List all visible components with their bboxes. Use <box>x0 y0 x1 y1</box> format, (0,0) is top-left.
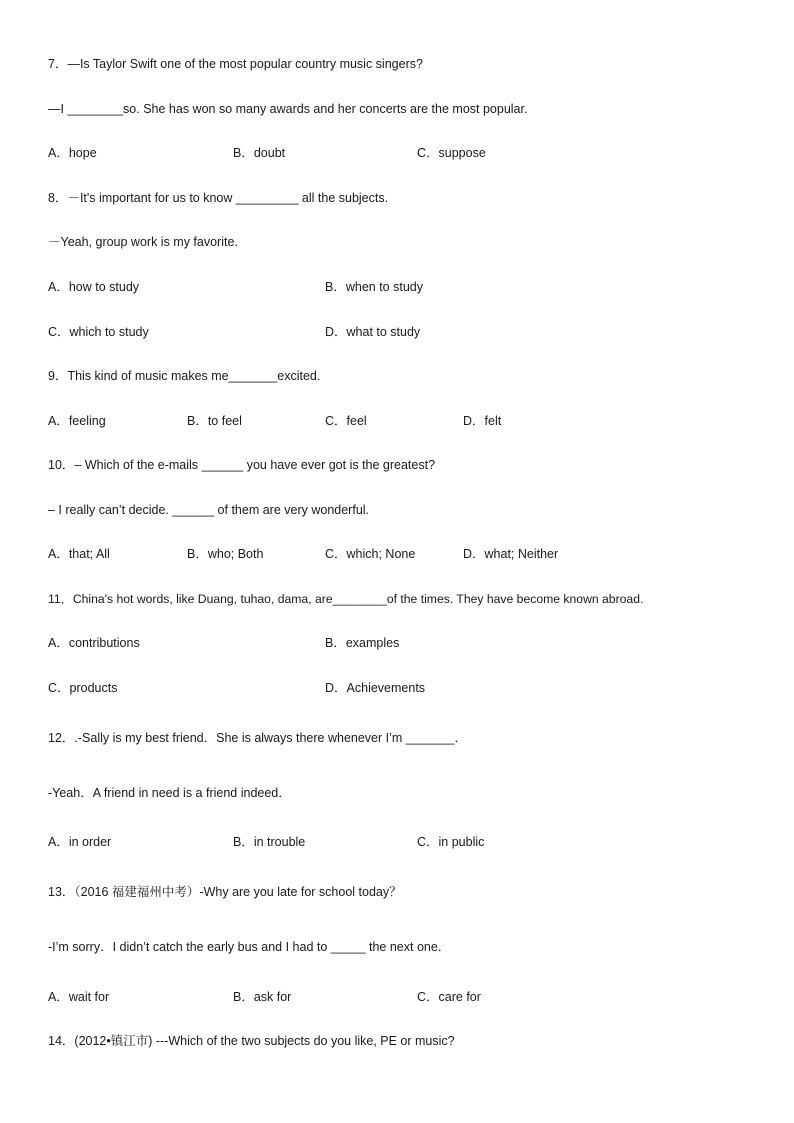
question-13-stem: 13．（2016 福建福州中考）-Why are you late for school today？ <box>48 885 402 899</box>
question-10-option-c: C．which; None <box>325 547 416 561</box>
question-10-option-a: A．that; All <box>48 547 110 561</box>
question-8-option-d: D．what to study <box>325 325 421 339</box>
question-12-option-a: A．in order <box>48 835 112 849</box>
question-11-option-d: D．Achievements <box>325 681 426 695</box>
question-13-option-c: C．care for <box>417 990 481 1004</box>
question-11-option-a: A．contributions <box>48 636 140 650</box>
question-8-option-b: B．when to study <box>325 280 423 294</box>
question-12-stem: 12．.-Sally is my best friend．She is always there whenever I’m _______． <box>48 731 467 745</box>
question-9-stem: 9．This kind of music makes me_______excited. <box>48 369 321 383</box>
question-13-option-a: A．wait for <box>48 990 110 1004</box>
question-11-option-c: C．products <box>48 681 118 695</box>
question-9-option-b: B．to feel <box>187 414 242 428</box>
question-13-reply: -I’m sorry．I didn’t catch the early bus and I had to _____ the next one． <box>48 940 451 954</box>
question-14-stem: 14．(2012•镇江市) ---Which of the two subjects do you like, PE or music? <box>48 1034 455 1048</box>
question-8-stem: 8．－It's important for us to know _________ all the subjects. <box>48 191 389 205</box>
question-11-stem: 11．China's hot words, like Duang, tuhao, dama, are________of the times. They have become known abroad. <box>48 592 644 606</box>
question-11-option-b: B．examples <box>325 636 400 650</box>
question-9-option-a: A．feeling <box>48 414 106 428</box>
question-10-option-b: B．who; Both <box>187 547 264 561</box>
question-10-reply: – I really can’t decide. ______ of them are very wonderful. <box>48 503 370 517</box>
question-10-option-d: D．what; Neither <box>463 547 559 561</box>
question-9-option-c: C．feel <box>325 414 367 428</box>
question-8-option-a: A．how to study <box>48 280 140 294</box>
question-8-reply: －Yeah, group work is my favorite. <box>48 235 238 249</box>
question-8-option-c: C．which to study <box>48 325 149 339</box>
question-7-stem: 7．—Is Taylor Swift one of the most popular country music singers? <box>48 57 423 71</box>
question-7-option-b: B．doubt <box>233 146 286 160</box>
question-13-option-b: B．ask for <box>233 990 292 1004</box>
question-7-reply: —I ________so. She has won so many awards and her concerts are the most popular. <box>48 102 528 116</box>
question-7-option-a: A．hope <box>48 146 97 160</box>
question-10-stem: 10．– Which of the e-mails ______ you have ever got is the greatest? <box>48 458 436 472</box>
question-12-reply: -Yeah．A friend in need is a friend indeed． <box>48 786 291 800</box>
question-12-option-b: B．in trouble <box>233 835 306 849</box>
question-12-option-c: C．in public <box>417 835 485 849</box>
question-7-option-c: C．suppose <box>417 146 486 160</box>
question-9-option-d: D．felt <box>463 414 502 428</box>
